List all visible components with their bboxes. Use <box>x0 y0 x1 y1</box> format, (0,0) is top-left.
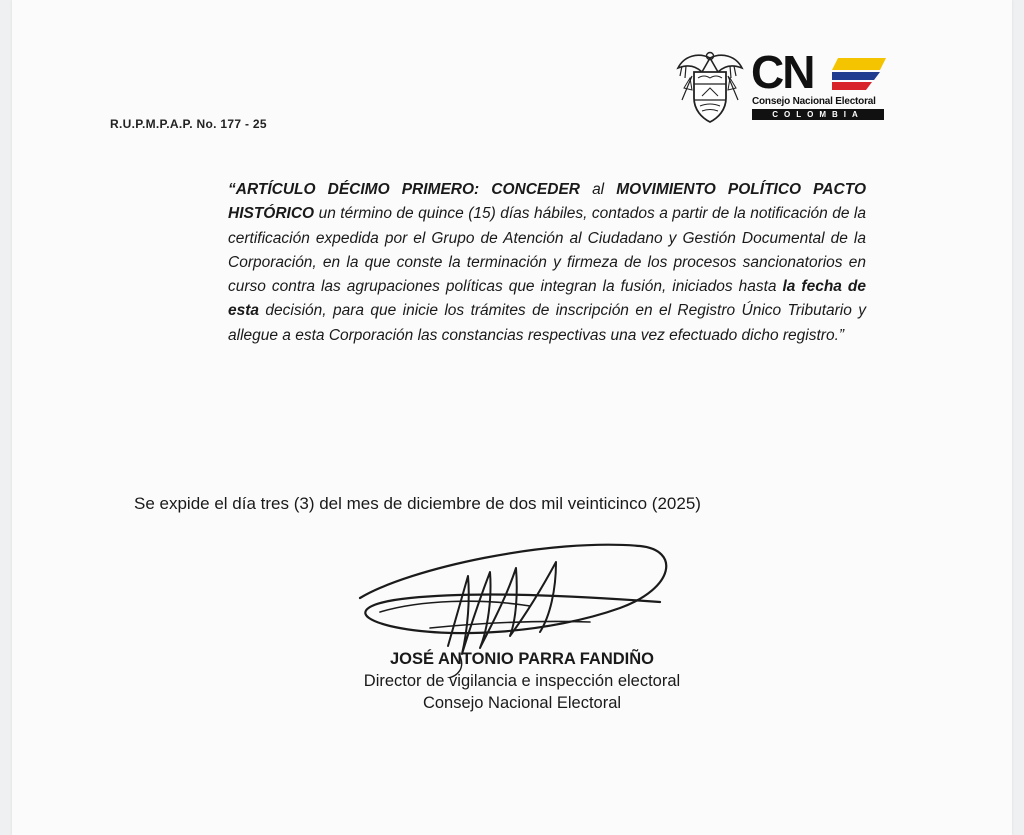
signer-organization: Consejo Nacional Electoral <box>422 694 622 712</box>
cne-country-bar: COLOMBIA <box>752 109 884 120</box>
document-page <box>12 0 1012 835</box>
cne-acronym: CN <box>751 46 814 98</box>
issue-date-statement: Se expide el día tres (3) del mes de diciembre de dos mil veinticinco (2025) <box>134 494 701 513</box>
cne-logo <box>676 48 896 124</box>
colombia-flag-icon <box>832 54 888 92</box>
colombia-coat-of-arms-icon <box>676 48 744 124</box>
reference-number: R.U.P.M.P.A.P. No. 177 - 25 <box>110 117 267 131</box>
signature-block <box>312 648 732 714</box>
quote-segment: MOVIMIENTO POLÍTICO PACTO HISTÓRICO <box>228 181 866 223</box>
cne-org-name: Consejo Nacional Electoral <box>752 96 876 107</box>
quote-segment: “ARTÍCULO DÉCIMO PRIMERO: CONCEDER <box>228 181 580 198</box>
quote-segment: al <box>579 181 617 198</box>
quote-segment: la fecha de esta <box>228 278 866 320</box>
signer-name: JOSÉ ANTONIO PARRA FANDIÑO <box>389 650 655 668</box>
article-quote <box>228 178 866 348</box>
quote-segment: un término de quince (15) días hábiles, contados a partir de la notificación de la certificación expedida por el Grupo de Atención al Ciudadano y Gestión Documental de la Corporación, en la que conste la terminación y firmeza de los procesos sancionatorios en curso contra las agrupaciones políticas que integran la fusión, iniciados hasta <box>228 205 866 296</box>
signer-title: Director de vigilancia e inspección electoral <box>363 672 681 690</box>
quote-segment: decisión, para que inicie los trámites de inscripción en el Registro Único Tributario y allegue a esta Corporación las constancias respectivas una vez efectuado dicho registro.” <box>228 302 866 344</box>
